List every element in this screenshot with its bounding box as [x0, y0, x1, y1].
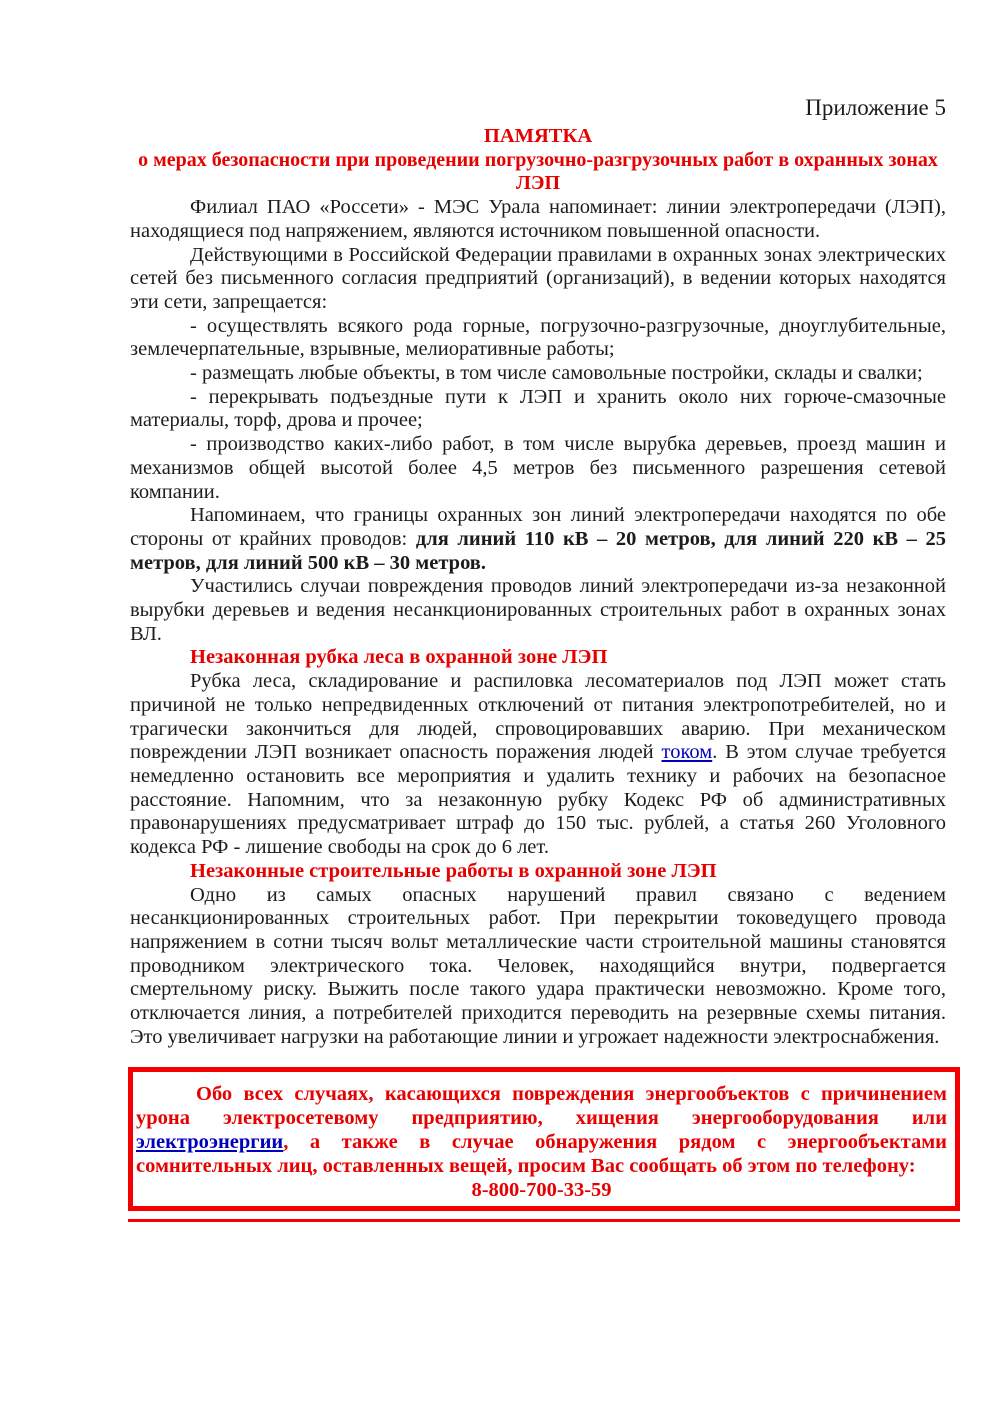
paragraph	[130, 315, 946, 362]
paragraph	[130, 504, 946, 575]
paragraph	[130, 433, 946, 504]
text-segment: , а также в случае обнаружения рядом с энергообъектами сомнительных лиц, оставленных вещей, просим Вас сообщать об этом по телефону:	[136, 1131, 947, 1178]
text-segment: - перекрывать подъездные пути к ЛЭП и хранить около них горюче-смазочные материалы, торф, дрова и прочее;	[130, 385, 946, 432]
link-tokom[interactable]: током	[661, 741, 713, 764]
doc-subtitle: о мерах безопасности при проведении погрузочно-разгрузочных работ в охранных зонах ЛЭП	[138, 148, 938, 195]
text-segment: Филиал ПАО «Россети» - МЭС Урала напоминает: линии электропередачи (ЛЭП), находящиеся под напряжением, являются источником повышенной опасности.	[130, 196, 946, 242]
annex-label: Приложение 5	[805, 95, 946, 120]
text-segment: Рубка леса, складирование и распиловка лесоматериалов под ЛЭП может стать причиной не только непредвиденных отключений от питания электропотребителей, но и трагически закончиться для людей, спровоцировавших аварию. При механическом повреждении ЛЭП возникает опасность поражения людей	[130, 670, 946, 764]
section-heading	[130, 860, 946, 884]
text-segment: Незаконные строительные работы в охранной зоне ЛЭП	[190, 859, 717, 882]
document-body	[130, 196, 946, 1049]
paragraph	[130, 196, 946, 243]
text-segment: . В этом случае требуется немедленно остановить все мероприятия и удалить технику и рабочих на безопасное расстояние. Напомним, что за незаконную рубку Кодекс РФ об административных правонарушениях предусматривает штраф до 150 тыс. рублей, а статья 260 Уголовного кодекса РФ - лишение свободы на срок до 6 лет.	[130, 741, 946, 859]
text-segment: Участились случаи повреждения проводов линий электропередачи из-за незаконной вырубки деревьев и ведения несанкционированных строительных работ в охранных зонах ВЛ.	[130, 575, 946, 645]
text-segment: Обо всех случаях, касающихся повреждения энергообъектов с причинением урона электросетевому предприятию, хищения энергооборудования или	[136, 1083, 947, 1130]
text-segment: Незаконная рубка леса в охранной зоне ЛЭП	[190, 646, 608, 669]
text-segment: Одно из самых опасных нарушений правил связано с ведением несанкционированных строительных работ. При перекрытии токоведущего провода напряжением в сотни тысяч вольт металлические части строительной машины становятся проводником электрического тока. Человек, находящийся внутри, подвергается смертельному риску. Выжить после такого удара практически невозможно. Кроме того, отключается линия, а потребителей приходится переводить на резервные схемы питания. Это увеличивает нагрузки на работающие линии и угрожает надежности электроснабжения.	[130, 883, 946, 1048]
section-heading	[130, 646, 946, 670]
text-segment: - размещать любые объекты, в том числе самовольные постройки, склады и свалки;	[190, 362, 923, 385]
phone-number: 8-800-700-33-59	[471, 1179, 612, 1202]
paragraph	[130, 362, 946, 386]
text-segment: Действующими в Российской Федерации правилами в охранных зонах электрических сетей без письменного согласия предприятий (организаций), в ведении которых находятся эти сети, запрещается:	[130, 243, 946, 313]
alert-box-shadow-line	[128, 1219, 960, 1222]
text-segment: для линий 110 кВ – 20 метров, для линий 220 кВ – 25 метров, для линий 500 кВ – 30 метров.	[130, 527, 946, 574]
text-segment: Напоминаем, что границы охранных зон линий электропередачи находятся по обе стороны от крайних проводов:	[130, 504, 946, 550]
paragraph	[130, 386, 946, 433]
paragraph	[130, 670, 946, 860]
paragraph	[130, 575, 946, 646]
link-electroenergia[interactable]: электроэнергии	[136, 1131, 284, 1154]
text-segment: - производство каких-либо работ, в том числе вырубка деревьев, проезд машин и механизмов общей высотой более 4,5 метров без письменного разрешения сетевой компании.	[130, 433, 946, 503]
text-segment: - осуществлять всякого рода горные, погрузочно-разгрузочные, дноуглубительные, землечерпательные, взрывные, мелиоративные работы;	[130, 314, 946, 361]
alert-box	[128, 1067, 960, 1211]
alert-text	[136, 1082, 947, 1178]
doc-title: ПАМЯТКА	[483, 125, 593, 147]
paragraph	[130, 244, 946, 315]
paragraph	[130, 884, 946, 1050]
